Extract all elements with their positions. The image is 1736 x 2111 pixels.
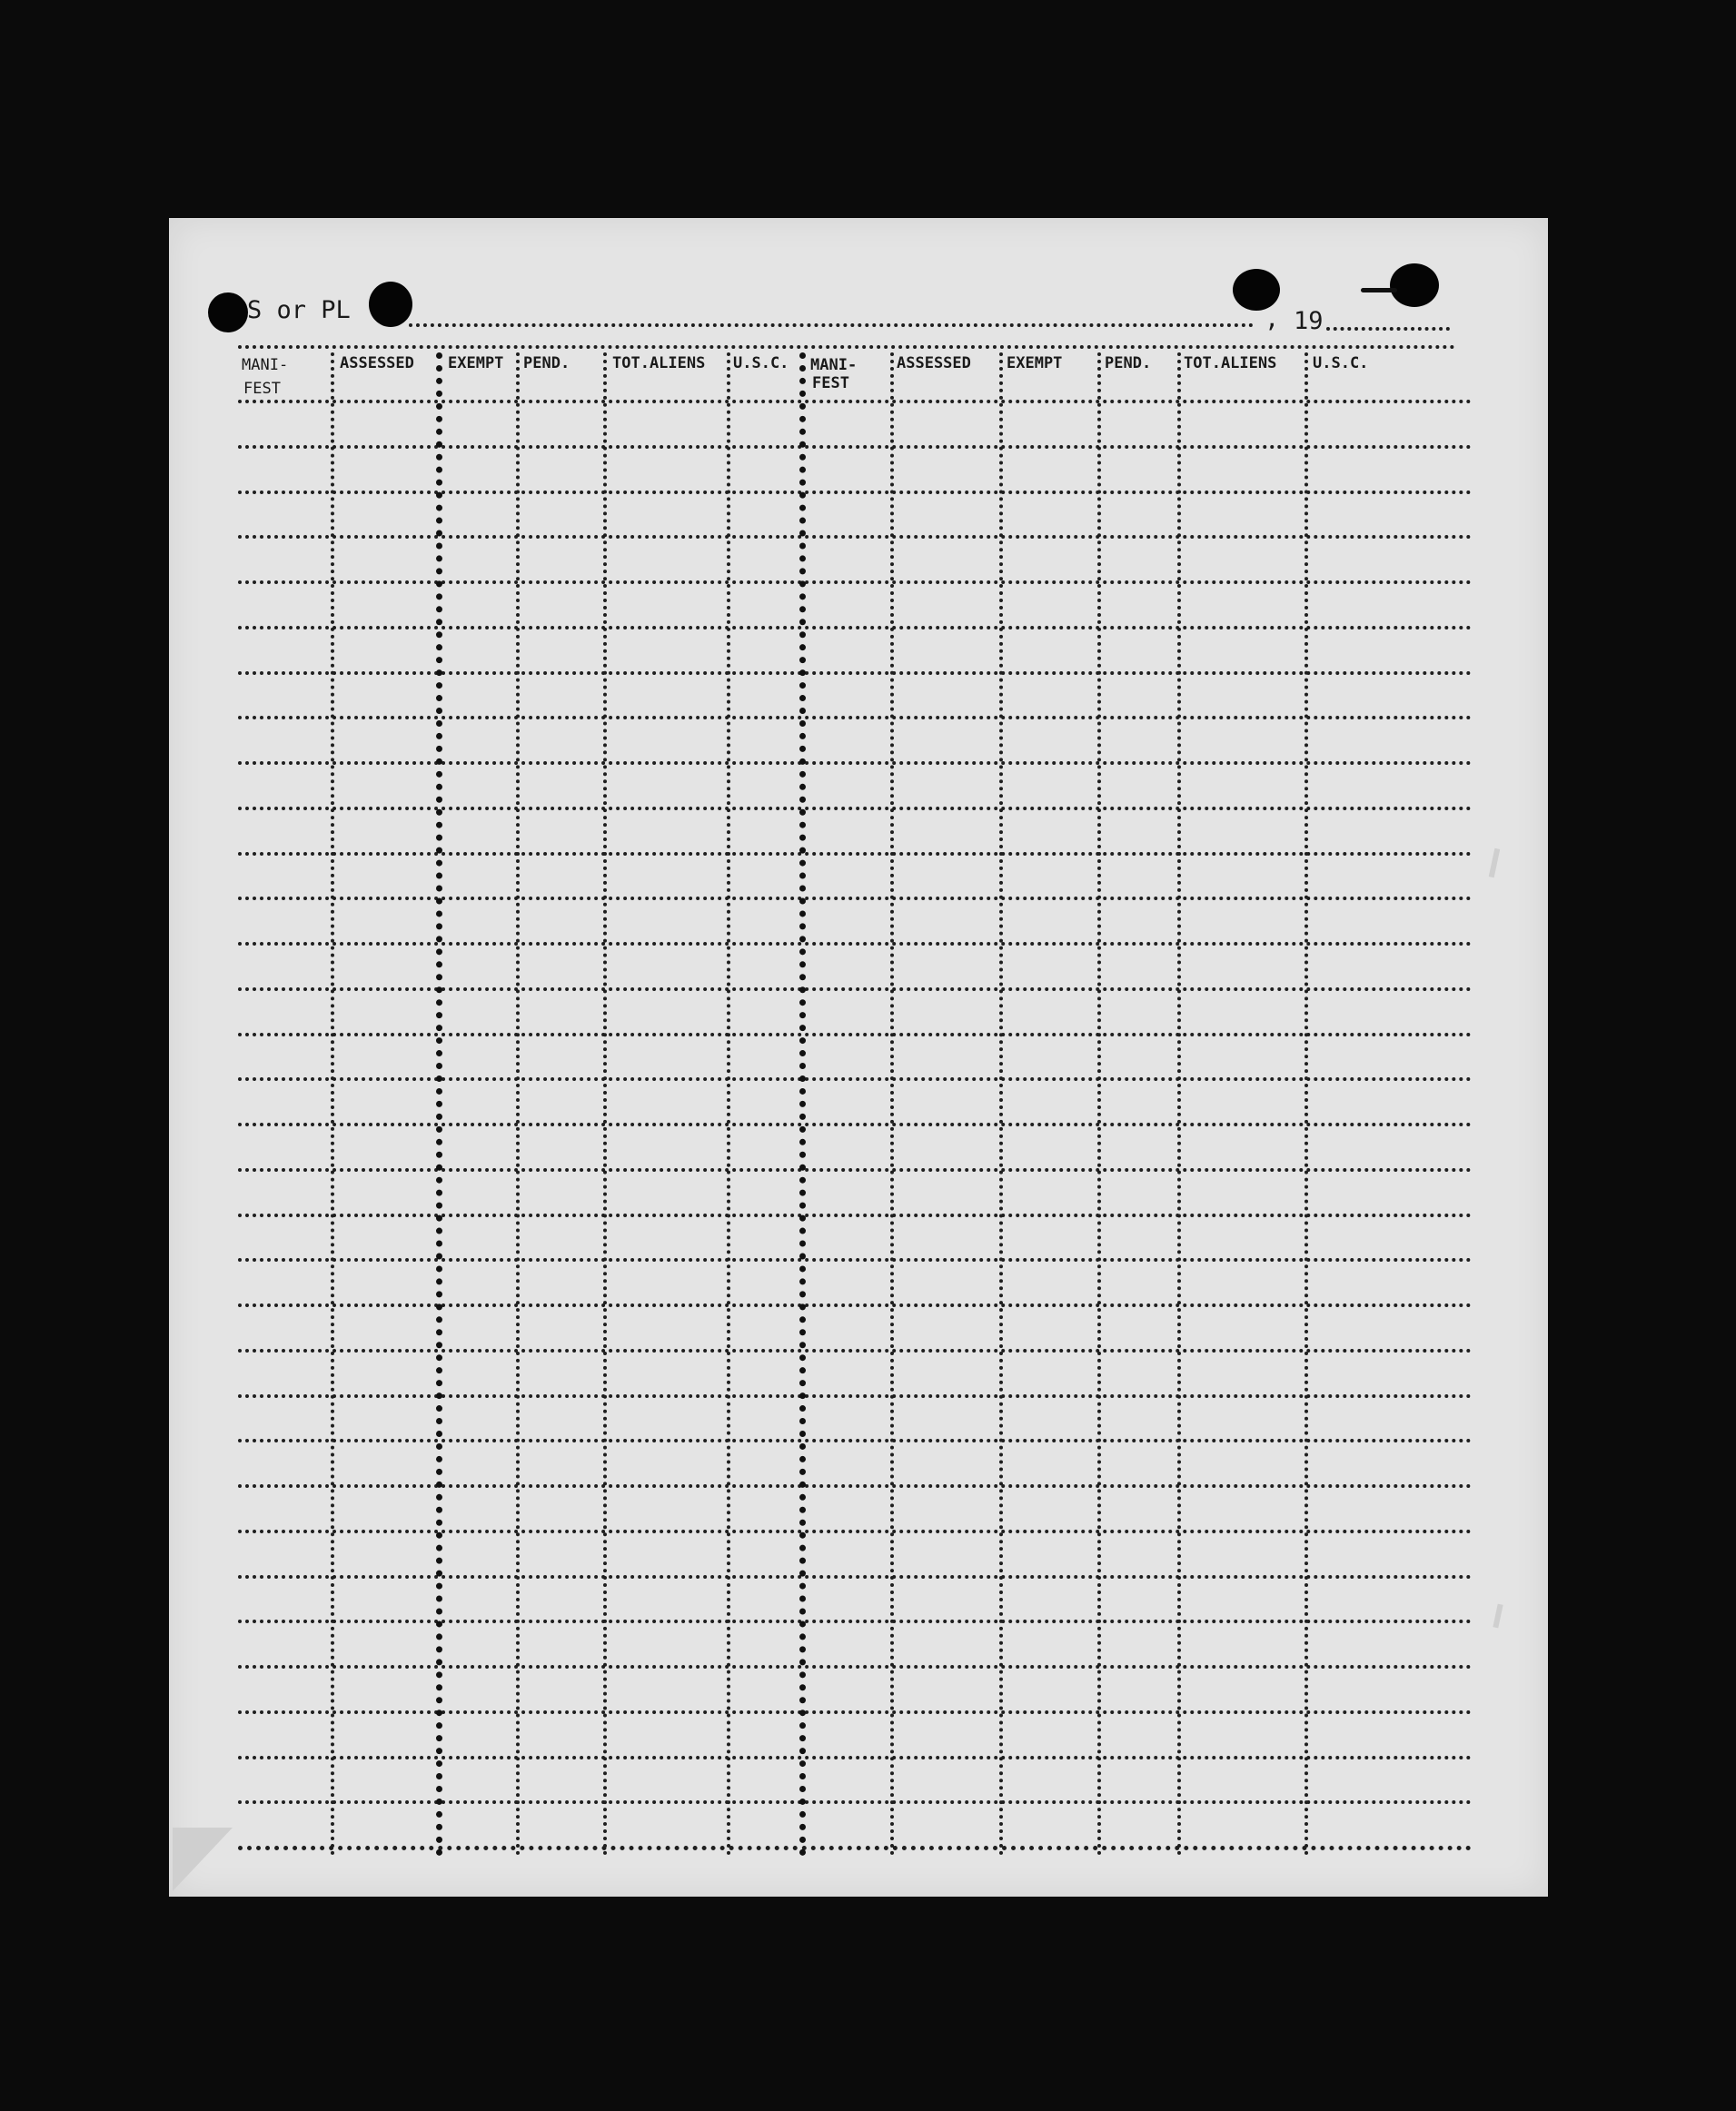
col-header-tot-aliens-left: TOT.ALIENS xyxy=(612,354,706,372)
row-rule xyxy=(238,1710,1472,1714)
column-rule xyxy=(603,352,607,1857)
col-header-tot-aliens-right: TOT.ALIENS xyxy=(1184,354,1277,372)
header-rule xyxy=(238,345,1455,349)
row-rule xyxy=(238,1575,1472,1579)
row-rule xyxy=(238,1665,1472,1669)
row-rule xyxy=(238,1077,1472,1081)
col-header-exempt-right: EXEMPT xyxy=(1007,354,1063,372)
row-rule xyxy=(238,1168,1472,1172)
col-header-assessed-left: ASSESSED xyxy=(340,354,414,372)
row-rule xyxy=(238,987,1472,991)
row-rule xyxy=(238,807,1472,810)
column-rule xyxy=(799,352,806,1857)
col-header-usc-left: U.S.C. xyxy=(733,354,789,372)
col-header-pend-right: PEND. xyxy=(1105,354,1152,372)
form-sheet xyxy=(169,218,1548,1897)
vessel-label: S or PL xyxy=(247,296,351,324)
row-rule xyxy=(238,1258,1472,1262)
row-rule xyxy=(238,671,1472,675)
row-rule xyxy=(238,716,1472,719)
row-rule xyxy=(238,942,1472,946)
col-header-exempt-left: EXEMPT xyxy=(448,354,504,372)
column-rule xyxy=(727,352,730,1857)
row-rule xyxy=(238,1123,1472,1126)
row-rule xyxy=(238,852,1472,856)
row-rule xyxy=(238,897,1472,900)
column-rule xyxy=(1304,352,1308,1857)
row-rule xyxy=(238,1620,1472,1623)
year-fill-line xyxy=(1326,327,1450,331)
vessel-fill-line xyxy=(409,323,1254,327)
date-separator: , xyxy=(1265,305,1280,333)
row-rule xyxy=(238,1033,1472,1036)
column-rule xyxy=(436,352,442,1857)
punch-hole-left-2 xyxy=(369,282,412,327)
col-header-manifest-right-2: FEST xyxy=(812,374,849,392)
column-rule xyxy=(890,352,894,1857)
col-header-assessed-right: ASSESSED xyxy=(897,354,971,372)
row-rule xyxy=(238,1756,1472,1759)
ink-smear xyxy=(1361,288,1397,292)
column-rule xyxy=(1097,352,1101,1857)
row-rule xyxy=(238,1530,1472,1533)
row-rule xyxy=(238,400,1472,403)
row-rule xyxy=(238,1846,1472,1850)
row-rule xyxy=(238,761,1472,765)
punch-hole-left-1 xyxy=(208,292,248,332)
row-rule xyxy=(238,491,1472,494)
column-rule xyxy=(1177,352,1181,1857)
row-rule xyxy=(238,1439,1472,1442)
row-rule xyxy=(238,445,1472,449)
row-rule xyxy=(238,1800,1472,1804)
column-rule xyxy=(999,352,1003,1857)
row-rule xyxy=(238,1303,1472,1307)
folded-corner xyxy=(173,1828,233,1891)
col-header-pend-left: PEND. xyxy=(523,354,570,372)
col-header-usc-right: U.S.C. xyxy=(1313,354,1369,372)
column-rule xyxy=(516,352,520,1857)
punch-hole-right-2 xyxy=(1390,263,1439,307)
col-header-manifest-left-2: FEST xyxy=(243,380,281,398)
row-rule xyxy=(238,1394,1472,1398)
year-prefix: 19 xyxy=(1294,307,1324,335)
row-rule xyxy=(238,1349,1472,1353)
row-rule xyxy=(238,535,1472,539)
row-rule xyxy=(238,1214,1472,1217)
row-rule xyxy=(238,1484,1472,1488)
row-rule xyxy=(238,580,1472,584)
col-header-manifest-left: MANI- xyxy=(242,356,289,374)
col-header-manifest-right: MANI- xyxy=(810,356,858,374)
row-rule xyxy=(238,626,1472,629)
column-rule xyxy=(331,352,334,1857)
